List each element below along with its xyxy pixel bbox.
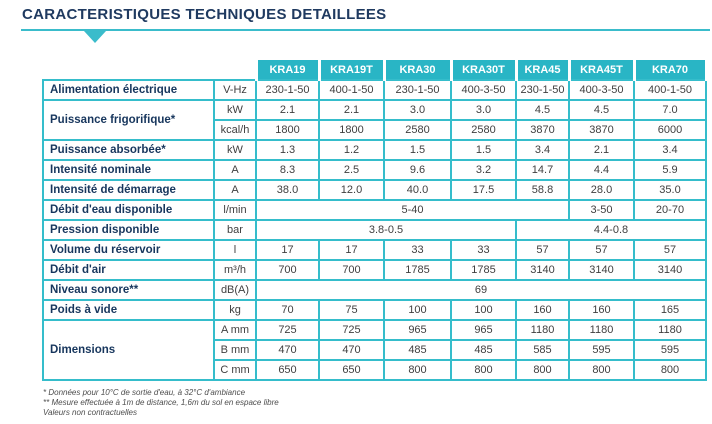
- table-row: [43, 300, 706, 320]
- unit-cell: m³/h: [214, 260, 256, 280]
- value-cell: 230-1-50: [384, 80, 451, 100]
- value-cell: 2580: [451, 120, 516, 140]
- column-header: KRA30T: [451, 60, 516, 80]
- value-cell: 70: [256, 300, 319, 320]
- row-label: Alimentation électrique: [43, 80, 214, 100]
- value-cell: 800: [569, 360, 634, 380]
- unit-cell: l: [214, 240, 256, 260]
- column-header: KRA19: [256, 60, 319, 80]
- column-header: KRA30: [384, 60, 451, 80]
- unit-cell: l/min: [214, 200, 256, 220]
- row-label: Volume du réservoir: [43, 240, 214, 260]
- value-cell: 3140: [569, 260, 634, 280]
- value-cell: 1800: [319, 120, 384, 140]
- title-underline: [21, 29, 710, 31]
- value-cell: 470: [319, 340, 384, 360]
- value-cell: 485: [384, 340, 451, 360]
- row-label: Intensité de démarrage: [43, 180, 214, 200]
- value-cell: 3140: [634, 260, 706, 280]
- row-label: Pression disponible: [43, 220, 214, 240]
- value-cell: 28.0: [569, 180, 634, 200]
- unit-cell: dB(A): [214, 280, 256, 300]
- value-cell: 725: [319, 320, 384, 340]
- value-cell: 3140: [516, 260, 569, 280]
- spec-table-container: [42, 60, 708, 381]
- unit-cell: C mm: [214, 360, 256, 380]
- value-cell: 33: [384, 240, 451, 260]
- unit-cell: A mm: [214, 320, 256, 340]
- value-cell: 12.0: [319, 180, 384, 200]
- value-cell: 165: [634, 300, 706, 320]
- value-cell: 1785: [384, 260, 451, 280]
- value-cell: 700: [319, 260, 384, 280]
- unit-cell: V-Hz: [214, 80, 256, 100]
- row-label: Puissance frigorifique*: [43, 100, 214, 140]
- value-cell: 1180: [634, 320, 706, 340]
- value-cell: 4.5: [569, 100, 634, 120]
- value-cell: 17: [256, 240, 319, 260]
- value-cell: 400-3-50: [451, 80, 516, 100]
- value-cell: 4.4-0.8: [516, 220, 706, 240]
- value-cell: 5-40: [256, 200, 569, 220]
- value-cell: 160: [516, 300, 569, 320]
- table-row: [43, 140, 706, 160]
- unit-cell: kg: [214, 300, 256, 320]
- value-cell: 17.5: [451, 180, 516, 200]
- table-row: [43, 320, 706, 340]
- value-cell: 2580: [384, 120, 451, 140]
- value-cell: 5.9: [634, 160, 706, 180]
- value-cell: 1180: [569, 320, 634, 340]
- value-cell: 800: [516, 360, 569, 380]
- footnote-2: ** Mesure effectuée à 1m de distance, 1,6m du sol en espace libre: [43, 398, 279, 407]
- value-cell: 1.2: [319, 140, 384, 160]
- value-cell: 3.8-0.5: [256, 220, 516, 240]
- table-row: [43, 260, 706, 280]
- value-cell: 2.1: [256, 100, 319, 120]
- value-cell: 20-70: [634, 200, 706, 220]
- row-label: Dimensions: [43, 320, 214, 380]
- value-cell: 400-3-50: [569, 80, 634, 100]
- value-cell: 1.5: [384, 140, 451, 160]
- unit-cell: B mm: [214, 340, 256, 360]
- value-cell: 595: [634, 340, 706, 360]
- value-cell: 57: [516, 240, 569, 260]
- value-cell: 69: [256, 280, 706, 300]
- unit-cell: A: [214, 180, 256, 200]
- value-cell: 3.0: [384, 100, 451, 120]
- table-row: [43, 280, 706, 300]
- value-cell: 3.2: [451, 160, 516, 180]
- value-cell: 3.0: [451, 100, 516, 120]
- table-row: [43, 160, 706, 180]
- spec-table: [42, 60, 708, 381]
- row-label: Niveau sonore**: [43, 280, 214, 300]
- footnote-1: * Données pour 10°C de sortie d'eau, à 32°C d'ambiance: [43, 388, 246, 397]
- value-cell: 6000: [634, 120, 706, 140]
- value-cell: 40.0: [384, 180, 451, 200]
- value-cell: 7.0: [634, 100, 706, 120]
- value-cell: 3870: [569, 120, 634, 140]
- value-cell: 485: [451, 340, 516, 360]
- value-cell: 9.6: [384, 160, 451, 180]
- value-cell: 4.5: [516, 100, 569, 120]
- value-cell: 650: [319, 360, 384, 380]
- value-cell: 35.0: [634, 180, 706, 200]
- value-cell: 38.0: [256, 180, 319, 200]
- column-header: KRA45T: [569, 60, 634, 80]
- value-cell: 3-50: [569, 200, 634, 220]
- value-cell: 800: [634, 360, 706, 380]
- header-row: [43, 60, 706, 80]
- value-cell: 1.5: [451, 140, 516, 160]
- unit-cell: kcal/h: [214, 120, 256, 140]
- column-header: KRA70: [634, 60, 706, 80]
- unit-cell: A: [214, 160, 256, 180]
- value-cell: 230-1-50: [516, 80, 569, 100]
- value-cell: 595: [569, 340, 634, 360]
- row-label: Puissance absorbée*: [43, 140, 214, 160]
- row-label: Intensité nominale: [43, 160, 214, 180]
- table-row: [43, 220, 706, 240]
- table-row: [43, 80, 706, 100]
- value-cell: 8.3: [256, 160, 319, 180]
- value-cell: 14.7: [516, 160, 569, 180]
- table-row: [43, 200, 706, 220]
- value-cell: 57: [634, 240, 706, 260]
- value-cell: 100: [384, 300, 451, 320]
- unit-cell: bar: [214, 220, 256, 240]
- column-header: KRA45: [516, 60, 569, 80]
- value-cell: 3.4: [634, 140, 706, 160]
- value-cell: 965: [451, 320, 516, 340]
- value-cell: 2.1: [569, 140, 634, 160]
- value-cell: 800: [384, 360, 451, 380]
- value-cell: 400-1-50: [319, 80, 384, 100]
- value-cell: 650: [256, 360, 319, 380]
- column-header: KRA19T: [319, 60, 384, 80]
- footnotes: [43, 388, 279, 418]
- value-cell: 1.3: [256, 140, 319, 160]
- value-cell: 75: [319, 300, 384, 320]
- table-row: [43, 240, 706, 260]
- value-cell: 33: [451, 240, 516, 260]
- value-cell: 3.4: [516, 140, 569, 160]
- value-cell: 965: [384, 320, 451, 340]
- value-cell: 470: [256, 340, 319, 360]
- value-cell: 2.1: [319, 100, 384, 120]
- row-label: Débit d'air: [43, 260, 214, 280]
- unit-cell: kW: [214, 140, 256, 160]
- unit-cell: kW: [214, 100, 256, 120]
- footnote-3: Valeurs non contractuelles: [43, 408, 137, 417]
- table-row: [43, 100, 706, 120]
- row-label: Débit d'eau disponible: [43, 200, 214, 220]
- value-cell: 230-1-50: [256, 80, 319, 100]
- value-cell: 1800: [256, 120, 319, 140]
- value-cell: 725: [256, 320, 319, 340]
- value-cell: 400-1-50: [634, 80, 706, 100]
- value-cell: 3870: [516, 120, 569, 140]
- value-cell: 2.5: [319, 160, 384, 180]
- value-cell: 58.8: [516, 180, 569, 200]
- value-cell: 700: [256, 260, 319, 280]
- value-cell: 17: [319, 240, 384, 260]
- value-cell: 1785: [451, 260, 516, 280]
- triangle-down-icon: [84, 31, 106, 43]
- value-cell: 800: [451, 360, 516, 380]
- page-title: CARACTERISTIQUES TECHNIQUES DETAILLEES: [22, 6, 387, 23]
- value-cell: 100: [451, 300, 516, 320]
- header-corner: [43, 60, 256, 80]
- value-cell: 57: [569, 240, 634, 260]
- value-cell: 1180: [516, 320, 569, 340]
- value-cell: 4.4: [569, 160, 634, 180]
- value-cell: 160: [569, 300, 634, 320]
- row-label: Poids à vide: [43, 300, 214, 320]
- value-cell: 585: [516, 340, 569, 360]
- table-row: [43, 180, 706, 200]
